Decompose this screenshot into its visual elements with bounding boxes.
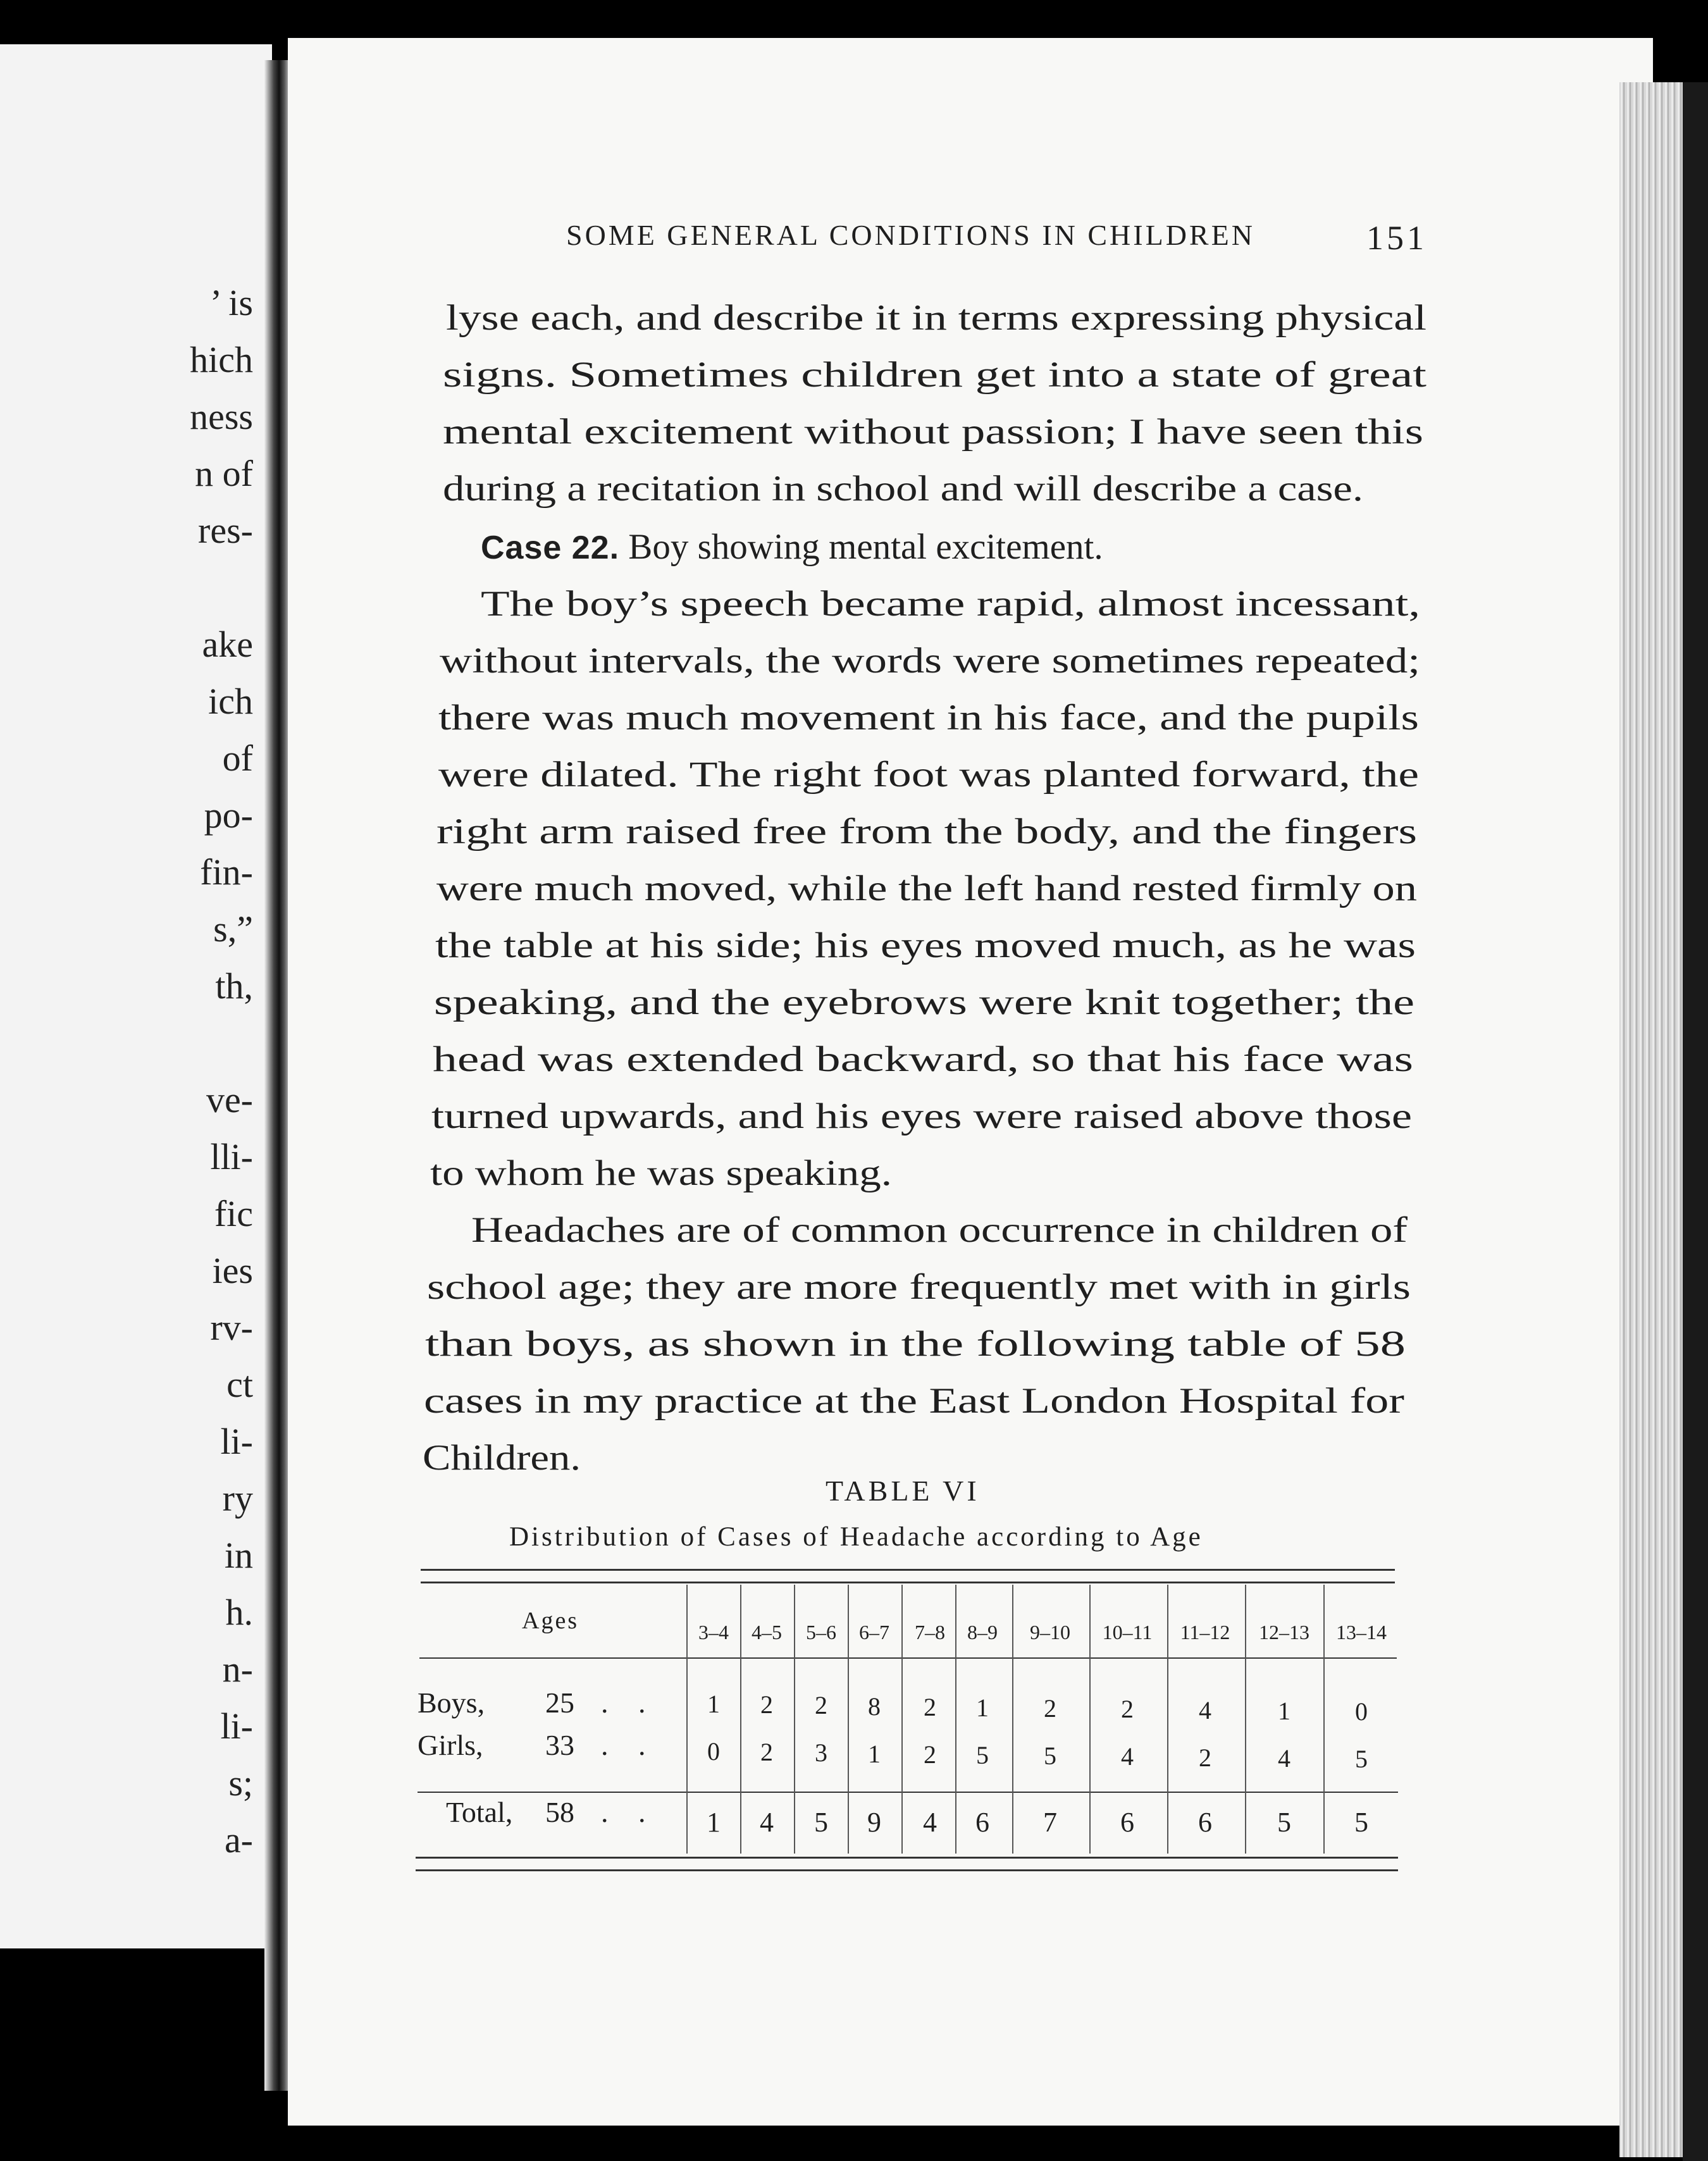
left-page-fragment: fic xyxy=(214,1193,253,1234)
table-cell: 4 xyxy=(1199,1695,1211,1724)
age-group-header: 4–5 xyxy=(752,1621,782,1644)
left-page-fragment: lli- xyxy=(210,1136,253,1177)
table-cell: 6 xyxy=(1198,1807,1212,1838)
left-page-fragment: n- xyxy=(222,1649,253,1690)
table-cell: 2 xyxy=(760,1690,773,1719)
table-row-label: Total, xyxy=(446,1796,513,1828)
table-cell: 0 xyxy=(707,1737,720,1766)
table-row-dots: . . xyxy=(601,1687,657,1719)
paragraph-line: the table at his side; his eyes moved much, as he was xyxy=(435,926,1416,965)
table-row-dots: . . xyxy=(601,1796,657,1828)
page-edges xyxy=(1619,82,1689,2157)
table-caption: Distribution of Cases of Headache according to Age xyxy=(509,1522,1203,1552)
table-cell: 1 xyxy=(976,1694,989,1722)
table-cell: 2 xyxy=(1199,1743,1211,1772)
table-rule xyxy=(421,1582,1395,1583)
table-row-label: Girls, xyxy=(418,1729,483,1761)
paragraph-line: to whom he was speaking. xyxy=(430,1153,892,1193)
paragraph-line: right arm raised free from the body, and the fingers xyxy=(436,812,1417,851)
table-rule xyxy=(416,1857,1398,1859)
table-cell: 4 xyxy=(1121,1742,1134,1771)
table-column-divider xyxy=(1012,1585,1013,1854)
table-number: TABLE VI xyxy=(826,1475,980,1507)
table-cell: 7 xyxy=(1043,1807,1057,1838)
table-column-divider xyxy=(686,1585,688,1854)
left-page-fragment: a- xyxy=(224,1819,253,1861)
table-row-label: Boys, xyxy=(418,1687,485,1719)
table-column-divider xyxy=(1089,1585,1091,1854)
age-group-header: 8–9 xyxy=(967,1621,998,1644)
left-page-fragment: ry xyxy=(222,1478,253,1519)
left-page-fragment: li- xyxy=(220,1706,253,1747)
left-page-fragment: res- xyxy=(198,510,253,551)
book-cover-edge xyxy=(1683,82,1708,2161)
book-gutter xyxy=(264,60,291,2091)
table-rule xyxy=(421,1569,1395,1571)
table-cell: 2 xyxy=(1121,1695,1134,1724)
left-page-fragment: ake xyxy=(202,624,253,665)
left-page-fragment: rv- xyxy=(210,1307,253,1348)
page-number: 151 xyxy=(1366,219,1427,257)
paragraph-line: school age; they are more frequently met with in girls xyxy=(427,1267,1411,1307)
age-group-header: 11–12 xyxy=(1180,1621,1230,1644)
table-cell: 1 xyxy=(868,1739,881,1768)
table-column-divider xyxy=(901,1585,903,1854)
table-row-dots: . . xyxy=(601,1729,657,1761)
table-cell: 1 xyxy=(707,1807,721,1838)
table-cell: 2 xyxy=(760,1738,773,1767)
age-group-header: 13–14 xyxy=(1336,1621,1387,1644)
table-column-divider xyxy=(1323,1585,1325,1854)
table-row-total: 33 xyxy=(545,1729,574,1761)
left-page-fragment: ness xyxy=(190,396,253,437)
paragraph-line: head was extended backward, so that his face was xyxy=(433,1039,1413,1079)
paragraph-line: there was much movement in his face, and the pupils xyxy=(438,698,1419,738)
running-title: SOME GENERAL CONDITIONS IN CHILDREN xyxy=(566,219,1255,251)
table-cell: 6 xyxy=(1120,1807,1134,1838)
paragraph-line: were much moved, while the left hand rested firmly on xyxy=(436,869,1417,908)
paragraph-line: cases in my practice at the East London Hospital for xyxy=(424,1381,1404,1421)
table-column-divider xyxy=(794,1585,795,1854)
table-cell: 6 xyxy=(975,1807,989,1838)
left-page-fragment: n of xyxy=(195,453,253,494)
paragraph-line: mental excitement without passion; I have seen this xyxy=(443,412,1423,452)
left-page-fragment: hich xyxy=(190,339,253,380)
left-page-fragment: ich xyxy=(208,681,253,722)
paragraph-line: signs. Sometimes children get into a state of great xyxy=(443,355,1426,395)
table-column-divider xyxy=(848,1585,849,1854)
table-rule xyxy=(419,1657,1397,1659)
left-page-fragment: of xyxy=(222,738,253,779)
age-group-header: 6–7 xyxy=(859,1621,889,1644)
left-page-fragment: fin- xyxy=(200,851,253,893)
table-cell: 2 xyxy=(924,1740,936,1769)
table-rule xyxy=(418,1792,1398,1793)
paragraph-line: The boy’s speech became rapid, almost incessant, xyxy=(481,584,1420,624)
left-page-fragment: li- xyxy=(220,1421,253,1462)
paragraph-line: without intervals, the words were sometimes repeated; xyxy=(440,641,1420,681)
table-cell: 1 xyxy=(707,1690,720,1718)
left-page-fragment: h. xyxy=(225,1592,253,1633)
left-page-fragment: ’ is xyxy=(209,282,253,323)
table-column-divider xyxy=(1245,1585,1246,1854)
table-cell: 2 xyxy=(815,1691,827,1720)
table-cell: 4 xyxy=(923,1807,937,1838)
paragraph-line: turned upwards, and his eyes were raised above those xyxy=(431,1096,1412,1136)
paragraph-line: during a recitation in school and will describe a case. xyxy=(443,469,1363,509)
age-group-header: 3–4 xyxy=(698,1621,729,1644)
age-group-header: 12–13 xyxy=(1259,1621,1309,1644)
left-page-fragment: s,” xyxy=(213,908,253,950)
table-cell: 5 xyxy=(1354,1807,1368,1838)
paragraph-line: lyse each, and describe it in terms expressing physical xyxy=(446,298,1426,338)
left-page-fragment: s; xyxy=(228,1762,253,1804)
case-title: Boy showing mental excitement. xyxy=(628,527,1103,567)
age-group-header: 10–11 xyxy=(1102,1621,1153,1644)
table-cell: 1 xyxy=(1278,1696,1290,1725)
paragraph-line: than boys, as shown in the following table of 58 xyxy=(425,1324,1406,1364)
table-cell: 3 xyxy=(815,1738,827,1768)
left-page-fragment: ct xyxy=(226,1364,253,1405)
left-page-fragment: po- xyxy=(204,795,253,836)
table-cell: 5 xyxy=(1044,1742,1056,1771)
paragraph-line: speaking, and the eyebrows were knit together; the xyxy=(434,982,1414,1022)
table-cell: 4 xyxy=(1278,1743,1290,1773)
left-page-fragment: in xyxy=(224,1535,253,1576)
table-cell: 5 xyxy=(1355,1745,1368,1773)
table-cell: 8 xyxy=(868,1692,881,1721)
left-page-fragment: ve- xyxy=(206,1079,253,1120)
table-cell: 5 xyxy=(814,1807,828,1838)
paragraph-line: Headaches are of common occurrence in children of xyxy=(471,1210,1408,1250)
table-header-label: Ages xyxy=(522,1607,579,1634)
table-cell: 0 xyxy=(1355,1697,1368,1726)
table-cell: 2 xyxy=(1044,1694,1056,1723)
table-cell: 9 xyxy=(867,1807,881,1838)
table-row-total: 25 xyxy=(545,1687,574,1719)
table-cell: 5 xyxy=(976,1741,989,1769)
left-page-fragment: ies xyxy=(212,1250,253,1291)
paragraph-line: were dilated. The right foot was planted forward, the xyxy=(438,755,1419,795)
table-cell: 5 xyxy=(1277,1807,1291,1838)
age-group-header: 9–10 xyxy=(1030,1621,1070,1644)
case-label: Case 22. xyxy=(481,529,620,566)
age-group-header: 7–8 xyxy=(915,1621,945,1644)
table-column-divider xyxy=(1167,1585,1168,1854)
table-row-total: 58 xyxy=(545,1796,574,1828)
table-cell: 2 xyxy=(924,1692,936,1721)
age-group-header: 5–6 xyxy=(806,1621,836,1644)
table-rule xyxy=(416,1869,1398,1871)
paragraph-line: Children. xyxy=(423,1438,581,1478)
table-cell: 4 xyxy=(760,1807,774,1838)
table-column-divider xyxy=(955,1585,956,1854)
table-column-divider xyxy=(740,1585,741,1854)
left-page-fragment: th, xyxy=(215,965,253,1006)
case-heading xyxy=(481,526,1103,567)
